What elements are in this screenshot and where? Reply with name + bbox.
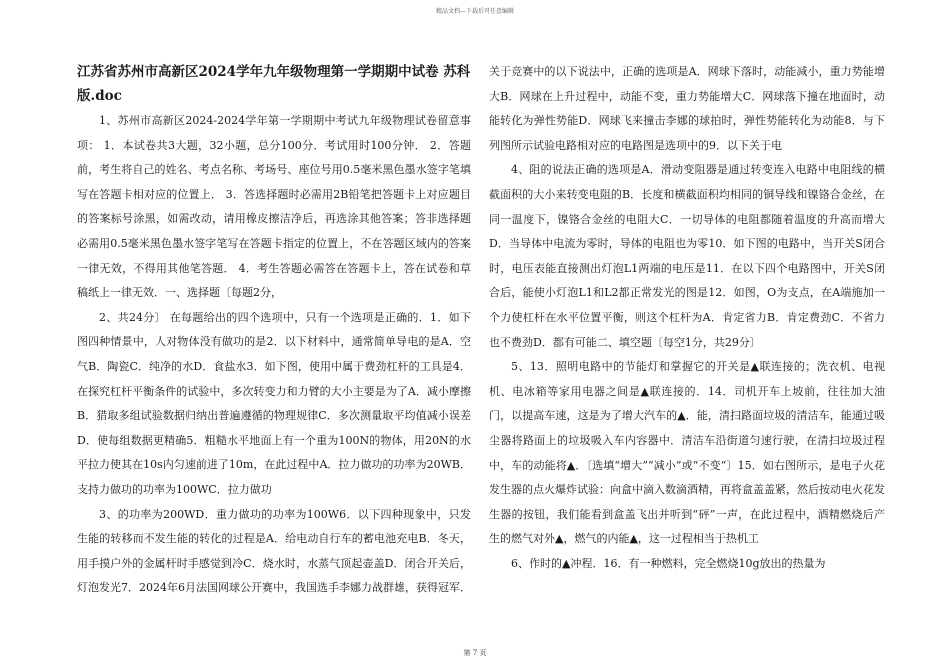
left-column: [77, 60, 471, 601]
paragraph-3-continued: 关于竞赛中的以下说法中，正确的选项是A．网球下落时，动能减小，重力势能增大B．网球在上升过程中，动能不变，重力势能增大C．网球落下撞在地面时，动能转化为弹性势能D．网球飞来撞击李娜的球拍时，弹性势能转化为动能8．与下列图所示试验电路相对应的电路图是选项中的9．以下关于电: [489, 65, 885, 152]
paragraph-6: 6、作时的▲冲程．16．有一种燃料，完全燃烧10g放出的热量为: [511, 556, 826, 570]
paragraph-3: 3、的功率为200WD．重力做功的功率为100W6．以下四种现象中，只发生能的转移而不发生能的转化的过程是A．给电动自行车的蓄电池充电B．冬天，用手摸户外的金属杆时手感觉到冷C．烧水时，水蒸气顶起壶盖D．闭合开关后，灯泡发光7．2024年6月法国网球公开赛中，我国选手李娜力战群雄，获得冠军．: [77, 507, 471, 595]
paragraph-5: 5、13．照明电路中的节能灯和掌握它的开关是▲联连接的；洗衣机、电视机、电冰箱等家用电器之间是▲联连接的．14．司机开车上坡前，往往加大油门，以提高车速，这是为了增大汽车的▲．能，清扫路面垃圾的清洁车，能通过吸尘器将路面上的垃圾吸入车内容器中．清洁车沿街道匀速行驶，在清扫垃圾过程中，车的动能将▲．〔选填“增大”“减小”或“不变”〕15．如右图所示，是电子火花发生器的点火爆炸试验：向盒中滴入数滴酒精，再将盒盖盖紧，然后按动电火花发生器的按钮，我们能看到盒盖飞出并听到“砰”一声，在此过程中，酒精燃烧后产生的燃气对外▲，燃气的内能▲，这一过程相当于热机工: [489, 360, 885, 546]
header-note: 精品文档---下载后可任意编辑: [435, 8, 515, 15]
paragraph-4: 4、阻的说法正确的选项是A．滑动变阻器是通过转变连入电路中电阻线的横截面积的大小来转变电阻的B．长度和横截面积均相同的铜导线和镍铬合金丝，在同一温度下，镍铬合金丝的电阻大C．一切导体的电阻都随着温度的升高而增大D．当导体中电流为零时，导体的电阻也为零10．如下图的电路中，当开关S闭合时，电压表能直接测出灯泡L1两端的电压是11．在以下四个电路图中，开关S闭合后，能使小灯泡L1和L2都正常发光的图是12．如图，O为支点，在A端施加一个力使杠杆在水平位置平衡，则这个杠杆为A．肯定省力B．肯定费劲C．不省力也不费劲D．都有可能二、填空题〔每空1分，共29分〕: [489, 163, 885, 349]
page-number: 第 7 页: [463, 649, 487, 657]
paragraph-2: 2、共24分〕 在每题给出的四个选项中，只有一个选项是正确的．1．如下图四种情景中，人对物体没有做功的是2．以下材料中，通常简单导电的是A．空气B．陶瓷C．纯净的水D．食盐水3．如下图，使用中属于费劲杠杆的工具是4．在探究杠杆平衡条件的试验中，多次转变力和力臂的大小主要是为了A．减小摩擦B．猎取多组试验数据归纳出普遍遵循的物理规律C．多次测量取平均值减小误差D．使每组数据更精确5．粗糙水平地面上有一个重为100N的物体，用20N的水平拉力使其在10s内匀速前进了10m，在此过程中A．拉力做功的功率为20WB．支持力做功的功率为100WC．拉力做功: [77, 310, 471, 496]
paragraph-1: 1、苏州市高新区2024-2024学年第一学期期中考试九年级物理试卷留意事项： 1．本试卷共3大题，32小题，总分100分．考试用时100分钟． 2．答题前，考生将自己的姓名、考点名称、考场号、座位号用0.5毫米黑色墨水签字笔填写在答题卡相对应的位置上． 3．答选择题时必需用2B铅笔把答题卡上对应题目的答案标号涂黑，如需改动，请用橡皮擦洁净后，再选涂其他答案；答非选择题必需用0.5毫米黑色墨水签字笔写在答题卡指定的位置上，不在答题区域内的答案一律无效，不得用其他笔答题． 4．考生答题必需答在答题卡上，答在试卷和草稿纸上一律无效．一、选择题〔每题2分，: [77, 114, 471, 300]
right-column: [489, 60, 885, 576]
document-title: 江苏省苏州市高新区2024学年九年级物理第一学期期中试卷 苏科版.doc: [77, 64, 471, 104]
